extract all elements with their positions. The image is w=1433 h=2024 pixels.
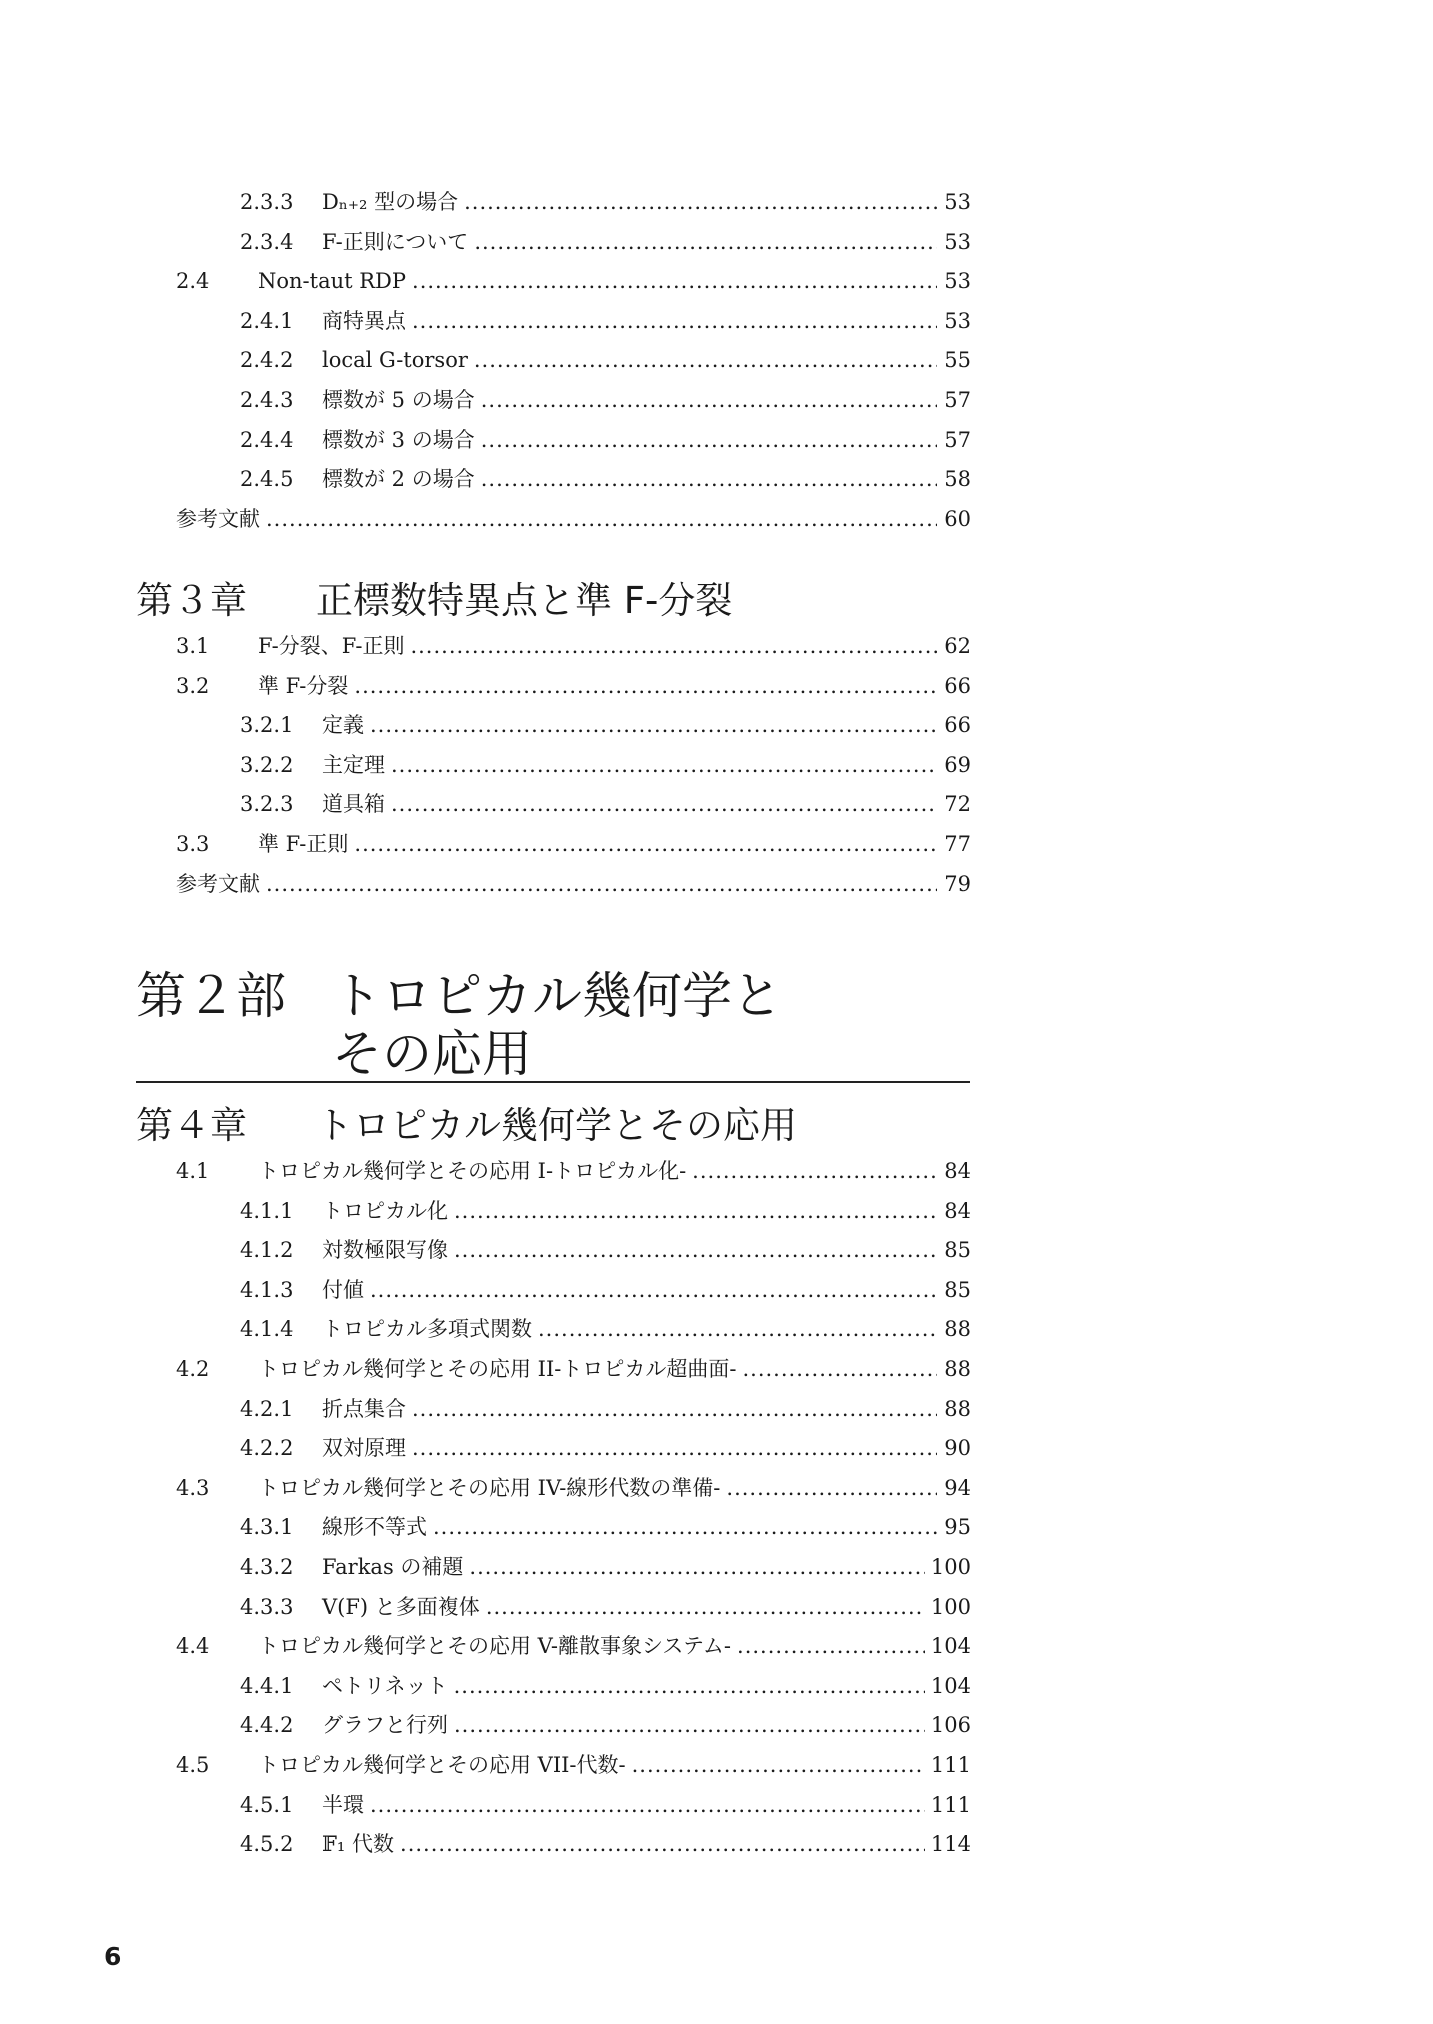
dot-leader: [474, 223, 937, 263]
toc-entry-page: 85: [944, 1277, 971, 1302]
toc-entry-title: 準 F-分裂: [258, 673, 349, 698]
toc-entry-number: 4.5: [176, 1752, 210, 1777]
dot-leader: [632, 1746, 925, 1786]
toc-entry-number: 2.3.3: [240, 190, 294, 214]
toc-entry-title: 対数極限写像: [322, 1238, 448, 1263]
dot-leader: [433, 1508, 937, 1548]
toc-entry-page: 104: [930, 1673, 971, 1698]
toc-entry-title: トロピカル幾何学とその応用 I-トロピカル化-: [258, 1159, 687, 1183]
toc-entry-number: 4.2.2: [240, 1436, 294, 1461]
toc-entry-page: 53: [944, 190, 971, 214]
dot-leader: [692, 1152, 937, 1192]
toc-entry-number: 2.3.4: [240, 229, 294, 254]
toc-entry-number: 2.4.3: [240, 387, 294, 412]
toc-entry-page: 88: [944, 1356, 971, 1381]
toc-entry-title: Farkas の補題: [322, 1554, 464, 1579]
dot-leader: [454, 1667, 925, 1707]
toc-entry-page: 53: [944, 308, 971, 333]
toc-entry-page: 104: [930, 1634, 971, 1659]
part-divider: [136, 1081, 970, 1083]
toc-entry[interactable]: [140, 1350, 971, 1390]
dot-leader: [410, 627, 937, 667]
toc-entry[interactable]: [140, 746, 971, 786]
toc-entry-title: 付値: [322, 1277, 364, 1302]
toc-entry-page: 84: [944, 1198, 971, 1223]
toc-entry[interactable]: [140, 341, 971, 381]
toc-entry[interactable]: [140, 1786, 971, 1826]
toc-entry-number: 4.1: [176, 1159, 210, 1183]
toc-entry-number: 4.3.3: [240, 1594, 294, 1619]
toc-entry[interactable]: [140, 381, 971, 421]
toc-entry[interactable]: [140, 865, 971, 905]
dot-leader: [412, 302, 937, 342]
dot-leader: [538, 1310, 937, 1350]
toc-entry-page: 85: [944, 1238, 971, 1263]
dot-leader: [481, 381, 937, 421]
toc-entry[interactable]: [140, 460, 971, 500]
toc-entry-title: local G-torsor: [322, 348, 468, 373]
toc-entry[interactable]: [140, 223, 971, 263]
toc-entry-number: 4.3.1: [240, 1515, 294, 1540]
toc-entry-page: 111: [930, 1752, 971, 1777]
dot-leader: [370, 1786, 925, 1826]
toc-entry-title: トロピカル幾何学とその応用 IV-線形代数の準備-: [258, 1475, 721, 1500]
toc-entry[interactable]: [140, 825, 971, 865]
toc-entry-number: 4.4.1: [240, 1673, 294, 1698]
toc-entry-title: グラフと行列: [322, 1713, 448, 1738]
dot-leader: [481, 421, 937, 461]
toc-entry-title: トロピカル多項式関数: [322, 1317, 532, 1342]
toc-entry-page: 88: [944, 1317, 971, 1342]
toc-entry[interactable]: [140, 500, 971, 540]
dot-leader: [469, 1548, 925, 1588]
toc-entry-page: 66: [944, 713, 971, 738]
toc-entry-page: 84: [944, 1159, 971, 1183]
toc-entry[interactable]: [140, 1548, 971, 1588]
chapter-label: 第４章: [136, 1104, 247, 1147]
toc-entry-number: 4.4: [176, 1634, 210, 1659]
toc-entry-number: 4.1.4: [240, 1317, 294, 1342]
toc-entry-title: 標数が 2 の場合: [322, 467, 475, 492]
dot-leader: [737, 1627, 925, 1667]
part-label: 第２部: [136, 967, 286, 1025]
toc-entry[interactable]: [140, 262, 971, 302]
toc-entry-title: 折点集合: [322, 1396, 406, 1421]
toc-entry[interactable]: [140, 183, 971, 223]
toc-entry-number: 3.2.2: [240, 752, 294, 777]
page-number: 6: [104, 1942, 122, 1971]
toc-entry-page: 77: [944, 831, 971, 856]
dot-leader: [454, 1706, 925, 1746]
dot-leader: [474, 341, 937, 381]
dot-leader: [412, 262, 937, 302]
toc-entry-page: 88: [944, 1396, 971, 1421]
toc-entry-title: Non-taut RDP: [258, 269, 407, 294]
dot-leader: [726, 1469, 937, 1509]
toc-entry-page: 95: [944, 1515, 971, 1540]
dot-leader: [354, 667, 937, 707]
toc-entry-title: 準 F-正則: [258, 831, 349, 856]
dot-leader: [391, 746, 937, 786]
dot-leader: [454, 1231, 937, 1271]
toc-entry-page: 62: [944, 634, 971, 658]
toc-entry-title: F-正則について: [322, 229, 469, 254]
dot-leader: [266, 500, 937, 540]
toc-entry-page: 55: [944, 348, 971, 373]
toc-section-chapter4: [140, 1152, 971, 1865]
toc-entry-title: 道具箱: [322, 792, 385, 817]
dot-leader: [391, 785, 937, 825]
toc-entry-title: 参考文献: [176, 506, 260, 531]
toc-entry-number: 2.4: [176, 269, 210, 294]
dot-leader: [481, 460, 937, 500]
toc-entry-title: 参考文献: [176, 871, 260, 896]
toc-entry-title: 半環: [322, 1792, 364, 1817]
toc-entry[interactable]: [140, 421, 971, 461]
toc-entry[interactable]: [140, 785, 971, 825]
toc-entry-page: 53: [944, 269, 971, 294]
toc-entry-number: 2.4.4: [240, 427, 294, 452]
toc-entry[interactable]: [140, 627, 971, 667]
toc-entry-title: 双対原理: [322, 1436, 406, 1461]
toc-entry-page: 69: [944, 752, 971, 777]
toc-entry-page: 111: [930, 1792, 971, 1817]
toc-entry[interactable]: [140, 1192, 971, 1232]
toc-entry[interactable]: [140, 1231, 971, 1271]
toc-entry-title: 主定理: [322, 752, 385, 777]
chapter-label: 第３章: [136, 579, 247, 622]
toc-entry-title: 定義: [322, 713, 364, 738]
toc-entry-page: 57: [944, 427, 971, 452]
toc-entry-title: トロピカル化: [322, 1198, 448, 1223]
toc-entry-number: 2.4.2: [240, 348, 294, 373]
toc-entry[interactable]: [140, 1667, 971, 1707]
toc-entry[interactable]: [140, 1627, 971, 1667]
toc-entry[interactable]: [140, 1429, 971, 1469]
toc-entry-page: 57: [944, 387, 971, 412]
toc-entry-title: 線形不等式: [322, 1515, 427, 1540]
toc-entry-number: 3.2: [176, 673, 210, 698]
toc-section-chapter3: [140, 627, 971, 904]
toc-entry-page: 79: [944, 871, 971, 896]
toc-entry-page: 66: [944, 673, 971, 698]
toc-entry-title: トロピカル幾何学とその応用 II-トロピカル超曲面-: [258, 1356, 737, 1381]
toc-entry-number: 2.4.5: [240, 467, 294, 492]
toc-entry[interactable]: [140, 1469, 971, 1509]
toc-entry-number: 3.3: [176, 831, 210, 856]
toc-entry[interactable]: [140, 1152, 971, 1192]
toc-entry-page: 94: [944, 1475, 971, 1500]
toc-entry-title: ペトリネット: [322, 1673, 448, 1698]
toc-entry[interactable]: [140, 1825, 971, 1865]
toc-entry-page: 100: [930, 1594, 971, 1619]
toc-entry-number: 4.1.2: [240, 1238, 294, 1263]
toc-entry[interactable]: [140, 1706, 971, 1746]
dot-leader: [486, 1588, 925, 1628]
toc-entry[interactable]: [140, 1310, 971, 1350]
toc-entry-title: トロピカル幾何学とその応用 V-離散事象システム-: [258, 1634, 732, 1659]
toc-entry-title: トロピカル幾何学とその応用 VII-代数-: [258, 1752, 626, 1777]
chapter-title: トロピカル幾何学とその応用: [316, 1104, 797, 1147]
toc-entry-page: 58: [944, 467, 971, 492]
toc-entry[interactable]: [140, 1746, 971, 1786]
toc-entry[interactable]: [140, 1508, 971, 1548]
toc-entry-number: 2.4.1: [240, 308, 294, 333]
dot-leader: [354, 825, 937, 865]
chapter-title: 正標数特異点と準 F-分裂: [316, 579, 733, 622]
toc-entry-title: V(F) と多面複体: [322, 1594, 480, 1619]
dot-leader: [266, 865, 937, 905]
toc-entry-title: 𝔽₁ 代数: [322, 1832, 395, 1857]
toc-entry[interactable]: [140, 706, 971, 746]
toc-entry[interactable]: [140, 1390, 971, 1430]
dot-leader: [370, 1271, 937, 1311]
toc-entry-number: 4.1.3: [240, 1277, 294, 1302]
toc-entry-title: 標数が 5 の場合: [322, 387, 475, 412]
toc-entry-number: 4.5.1: [240, 1792, 294, 1817]
dot-leader: [400, 1825, 925, 1865]
toc-entry-number: 3.1: [176, 634, 210, 658]
toc-entry-page: 72: [944, 792, 971, 817]
toc-entry-number: 4.1.1: [240, 1198, 294, 1223]
dot-leader: [742, 1350, 937, 1390]
toc-entry-number: 4.2: [176, 1356, 210, 1381]
toc-entry-number: 4.5.2: [240, 1832, 294, 1857]
toc-entry-page: 60: [944, 506, 971, 531]
toc-entry-number: 4.3.2: [240, 1554, 294, 1579]
toc-entry-title: F-分裂、F-正則: [258, 634, 405, 658]
toc-entry[interactable]: [140, 1588, 971, 1628]
toc-entry-number: 3.2.1: [240, 713, 294, 738]
dot-leader: [412, 1390, 937, 1430]
dot-leader: [370, 706, 937, 746]
toc-entry-page: 90: [944, 1436, 971, 1461]
chapter-3-heading: [136, 575, 732, 627]
toc-entry-page: 53: [944, 229, 971, 254]
toc-entry-page: 114: [930, 1832, 971, 1857]
toc-entry-number: 4.3: [176, 1475, 210, 1500]
toc-section-chapter2-end: [140, 183, 971, 539]
toc-entry[interactable]: [140, 302, 971, 342]
dot-leader: [464, 183, 937, 223]
toc-entry[interactable]: [140, 667, 971, 707]
toc-entry-number: 4.4.2: [240, 1713, 294, 1738]
toc-entry-title: 商特異点: [322, 308, 406, 333]
toc-entry-number: 3.2.3: [240, 792, 294, 817]
toc-entry-page: 100: [930, 1554, 971, 1579]
chapter-4-heading: [136, 1100, 797, 1152]
dot-leader: [454, 1192, 937, 1232]
dot-leader: [412, 1429, 937, 1469]
toc-entry[interactable]: [140, 1271, 971, 1311]
part-title: トロピカル幾何学と その応用: [332, 967, 782, 1083]
toc-entry-title: Dₙ₊₂ 型の場合: [322, 190, 459, 214]
toc-entry-page: 106: [930, 1713, 971, 1738]
part-2-heading: [136, 967, 782, 1083]
toc-entry-title: 標数が 3 の場合: [322, 427, 475, 452]
toc-entry-number: 4.2.1: [240, 1396, 294, 1421]
